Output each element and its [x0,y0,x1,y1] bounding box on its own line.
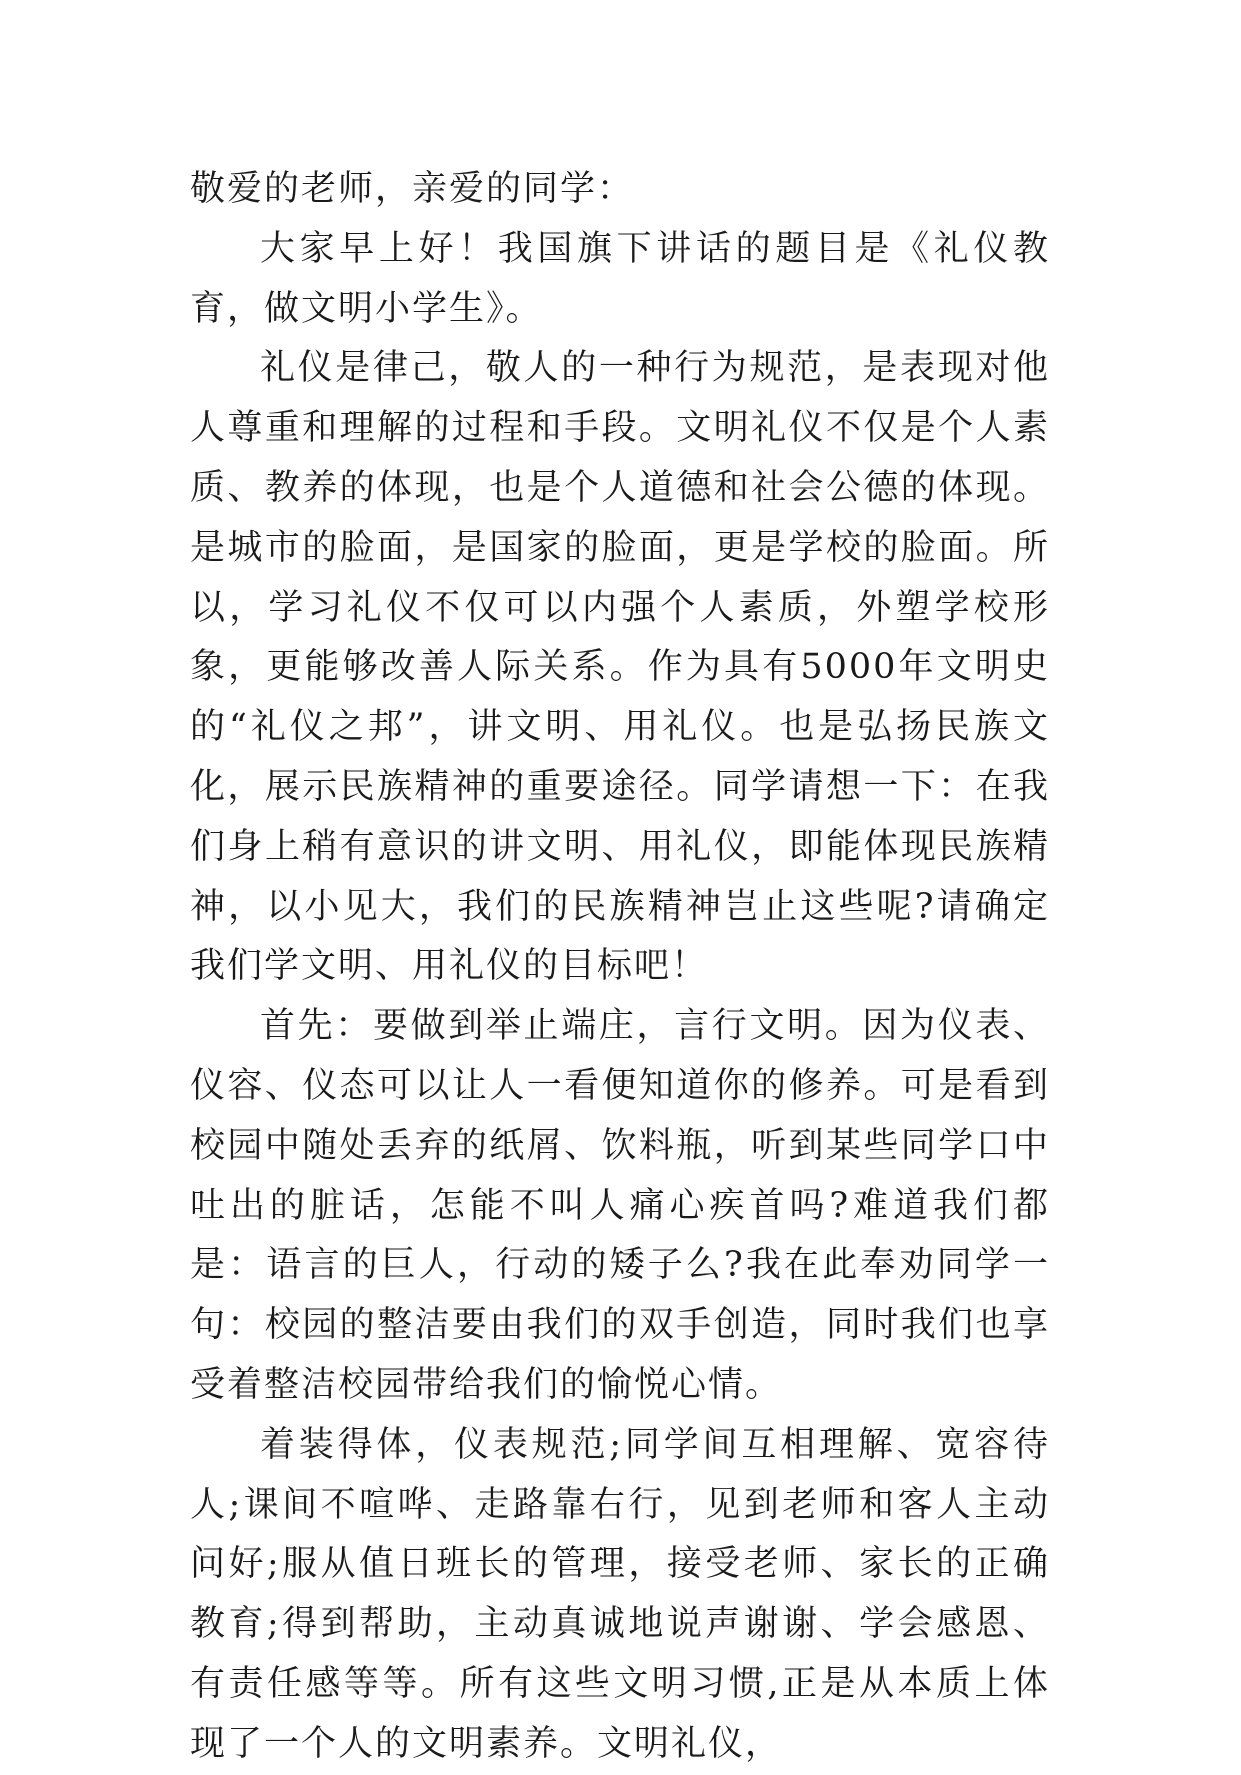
document-body [190,160,1050,1775]
paragraph-etiquette-definition: 礼仪是律己，敬人的一种行为规范，是表现对他人尊重和理解的过程和手段。文明礼仪不仅是个人素质、教养的体现，也是个人道德和社会公德的体现。是城市的脸面，是国家的脸面，更是学校的脸面。所以，学习礼仪不仅可以内强个人素质，外塑学校形象，更能够改善人际关系。作为具有5000年文明史的“礼仪之邦”，讲文明、用礼仪。也是弘扬民族文化，展示民族精神的重要途径。同学请想一下：在我们身上稍有意识的讲文明、用礼仪，即能体现民族精神，以小见大，我们的民族精神岂止这些呢?请确定我们学文明、用礼仪的目标吧！ [190,348,1050,987]
salutation: 敬爱的老师，亲爱的同学： [190,169,635,209]
paragraph-habits: 着装得体，仪表规范;同学间互相理解、宽容待人;课间不喧哗、走路靠右行，见到老师和客人主动问好;服从值日班长的管理，接受老师、家长的正确教育;得到帮助，主动真诚地说声谢谢、学会感恩、有责任感等等。所有这些文明习惯,正是从本质上体现了一个人的文明素养。文明礼仪， [190,1424,1050,1764]
paragraph-first-point: 首先：要做到举止端庄，言行文明。因为仪表、仪容、仪态可以让人一看便知道你的修养。可是看到校园中随处丢弃的纸屑、饮料瓶，听到某些同学口中吐出的脏话，怎能不叫人痛心疾首吗?难道我们都是：语言的巨人，行动的矮子么?我在此奉劝同学一句：校园的整洁要由我们的双手创造，同时我们也享受着整洁校园带给我们的愉悦心情。 [190,1006,1050,1405]
paragraph-greeting: 大家早上好！我国旗下讲话的题目是《礼仪教育，做文明小学生》。 [190,228,1050,329]
